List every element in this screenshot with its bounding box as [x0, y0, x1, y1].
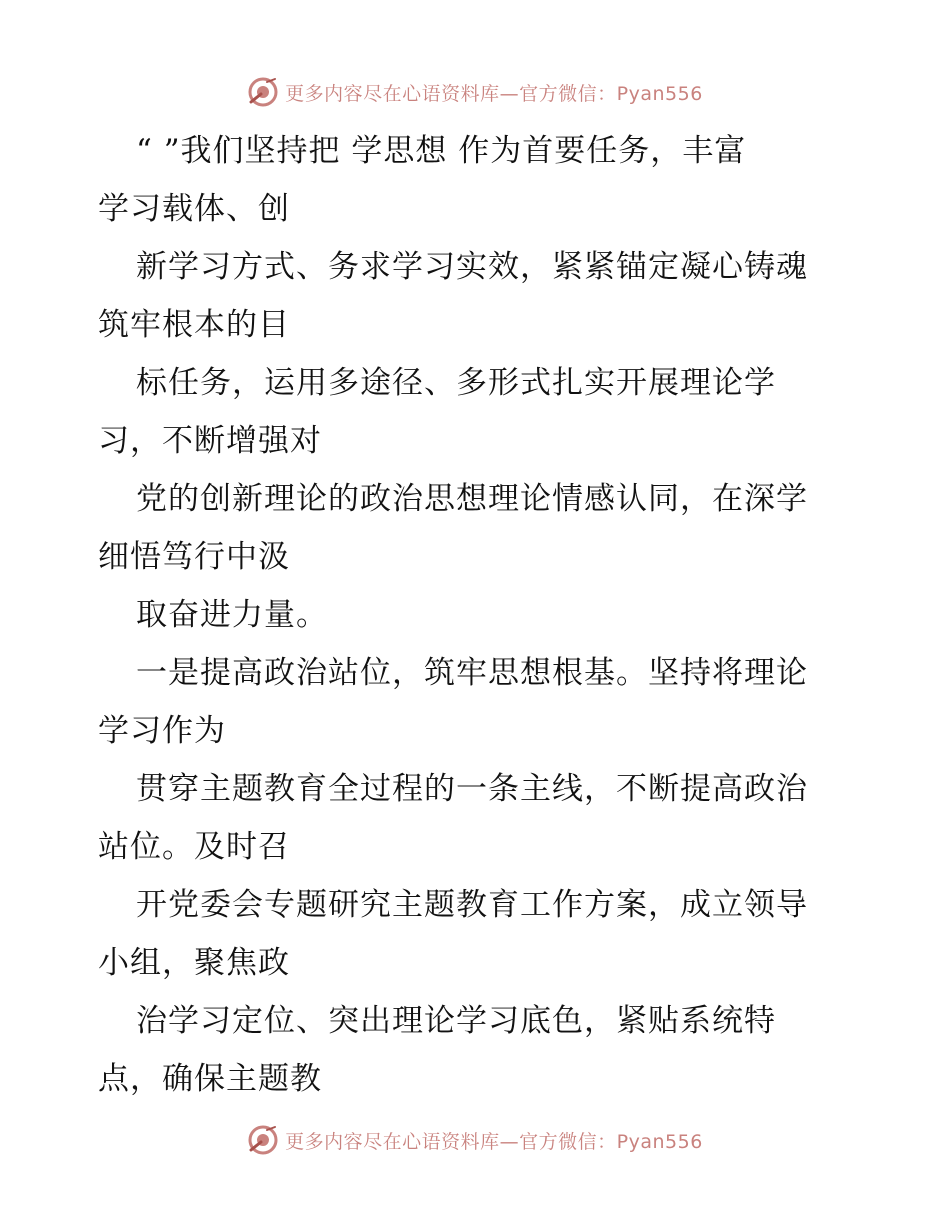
logo-icon: [247, 76, 279, 108]
watermark-text: 更多内容尽在心语资料库—官方微信：Pyan556: [285, 82, 703, 105]
text-line: 学习载体、创: [98, 191, 290, 227]
text-line: 学习作为: [98, 713, 226, 749]
text-line: 新学习方式、务求学习实效，紧紧锚定凝心铸魂: [136, 249, 808, 285]
text-line: 开党委会专题研究主题教育工作方案，成立领导: [136, 887, 808, 923]
text-line: 站位。及时召: [98, 829, 290, 865]
text-line: 细悟笃行中汲: [98, 539, 290, 575]
text-line: 标任务，运用多途径、多形式扎实开展理论学: [136, 365, 776, 401]
text-line: 党的创新理论的政治思想理论情感认同，在深学: [136, 481, 808, 517]
text-line: 筑牢根本的目: [98, 307, 290, 343]
logo-icon: [247, 1124, 279, 1156]
text-line: 一是提高政治站位，筑牢思想根基。坚持将理论: [136, 655, 808, 691]
text-line: 点，确保主题教: [98, 1061, 322, 1097]
text-line: 贯穿主题教育全过程的一条主线，不断提高政治: [136, 771, 808, 807]
text-line: 治学习定位、突出理论学习底色，紧贴系统特: [136, 1003, 776, 1039]
footer-watermark: [0, 1120, 950, 1160]
document-body: [98, 122, 858, 1108]
text-line: 习，不断增强对: [98, 423, 322, 459]
header-watermark: [0, 72, 950, 112]
text-line: 取奋进力量。: [136, 597, 328, 633]
text-line: 小组，聚焦政: [98, 945, 290, 981]
text-line: “ ”我们坚持把 学思想 作为首要任务，丰富: [136, 133, 747, 169]
watermark-text: 更多内容尽在心语资料库—官方微信：Pyan556: [285, 1130, 703, 1153]
